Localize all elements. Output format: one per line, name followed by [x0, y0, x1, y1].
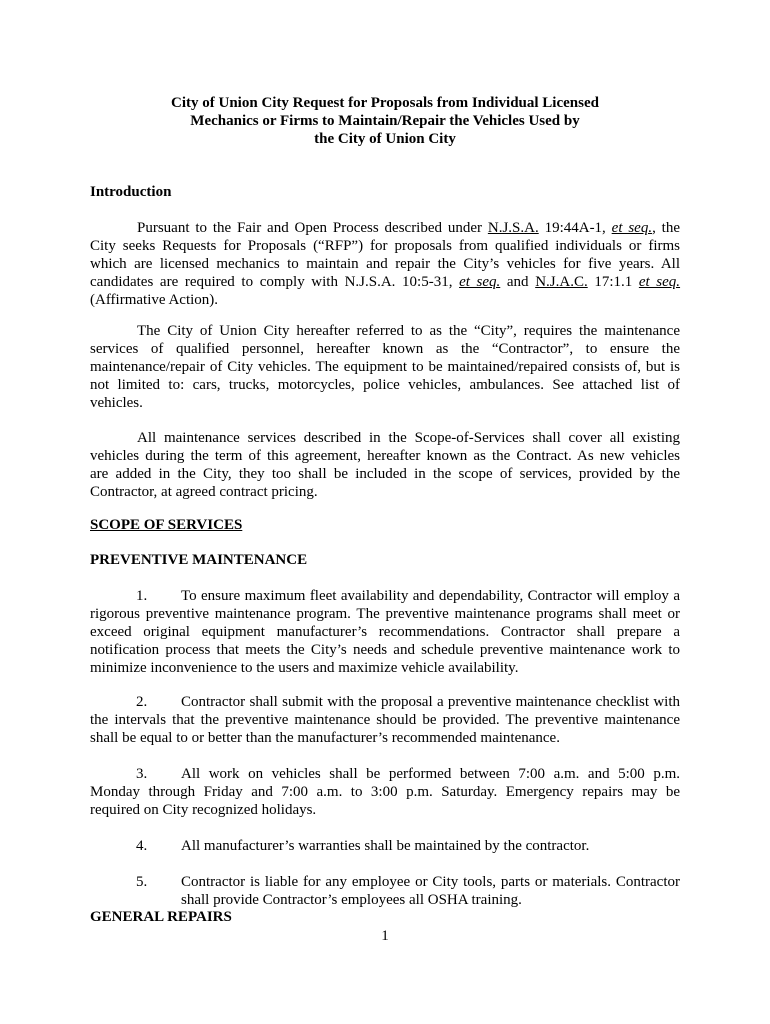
text-run: Contractor is liable for any employee or City tools, parts or materials. Contractor: [181, 874, 680, 890]
item-number: 1.: [136, 588, 148, 604]
text-line: are added in the City, they too shall be included in the scope of services, provided by the: [90, 466, 680, 482]
text-line: the intervals that the preventive maintenance should be provided. The preventive maintenance: [90, 712, 680, 728]
text-line: [90, 219, 680, 237]
text-line: [90, 273, 680, 291]
text-line: [90, 765, 680, 783]
title-line: City of Union City Request for Proposals from Individual Licensed: [171, 95, 599, 111]
text-line: vehicles.: [90, 395, 143, 411]
text-line: [90, 587, 680, 605]
text-line: [90, 837, 680, 855]
intro-paragraph-3: [90, 429, 680, 501]
text-run: To ensure maximum fleet availability and dependability, Contractor will employ a: [181, 588, 680, 604]
item-number: 2.: [136, 694, 148, 710]
text-line: rigorous preventive maintenance program. The preventive maintenance programs shall meet or: [90, 606, 680, 622]
text-line: maintenance/repair of City vehicles. The equipment to be maintained/repaired consists of, but is: [90, 359, 680, 375]
text-run: 19:44A-1,: [544, 220, 606, 236]
text-line: All maintenance services described in the Scope-of-Services shall cover all existing: [137, 430, 680, 446]
introduction-heading: Introduction: [90, 184, 172, 200]
text-run: Pursuant to the Fair and Open Process described under: [137, 220, 483, 236]
regulation-citation: N.J.A.C.: [535, 274, 588, 290]
text-run: 17:1.1: [594, 274, 633, 290]
scope-of-services-heading: SCOPE OF SERVICES: [90, 517, 243, 533]
preventive-item-4: [90, 837, 680, 855]
title-line: the City of Union City: [314, 131, 456, 147]
general-repairs-heading: GENERAL REPAIRS: [90, 909, 232, 925]
preventive-item-5: [90, 873, 680, 909]
text-run: , the: [652, 220, 680, 236]
item-number: 3.: [136, 766, 148, 782]
text-run: All manufacturer’s warranties shall be maintained by the contractor.: [181, 838, 590, 854]
preventive-maintenance-heading: PREVENTIVE MAINTENANCE: [90, 552, 308, 568]
text-run: Contractor shall submit with the proposal a preventive maintenance checklist with: [181, 694, 680, 710]
preventive-item-1: [90, 587, 680, 677]
text-line: City seeks Requests for Proposals (“RFP”) for proposals from qualified individuals or firms: [90, 238, 680, 254]
text-line: required on City recognized holidays.: [90, 802, 317, 818]
text-line: exceed original equipment manufacturer’s recommendations. Contractor shall prepare a: [90, 624, 680, 640]
intro-paragraph-2: [90, 322, 680, 412]
scope-of-services-section: [90, 516, 680, 534]
text-line: services of qualified personnel, hereafter known as the “Contractor”, to ensure the: [90, 341, 680, 357]
text-run: and: [506, 274, 529, 290]
text-line: minimize inconvenience to the users and maximize vehicle availability.: [90, 660, 519, 676]
statute-citation: N.J.S.A.: [487, 220, 539, 236]
text-line: Contractor, at agreed contract pricing.: [90, 484, 318, 500]
et-seq-citation: et seq.: [611, 220, 653, 236]
text-run: All work on vehicles shall be performed between 7:00 a.m. and 5:00 p.m.: [181, 766, 680, 782]
text-run: candidates are required to comply with N.J.S.A. 10:5-31,: [90, 274, 453, 290]
text-line: (Affirmative Action).: [90, 292, 219, 308]
text-line: which are licensed mechanics to maintain and repair the City’s vehicles for five years. All: [90, 256, 680, 272]
et-seq-citation: et seq.: [638, 274, 681, 290]
text-line: [90, 873, 680, 891]
text-line: shall be equal to or better than the manufacturer’s recommended maintenance.: [90, 730, 560, 746]
intro-paragraph-1: [90, 219, 680, 309]
et-seq-citation: et seq.: [459, 274, 501, 290]
preventive-item-2: [90, 693, 680, 747]
text-line: notification process that meets the City’s needs and schedule preventive maintenance work to: [90, 642, 680, 658]
page-number: 1: [381, 928, 389, 944]
preventive-item-3: [90, 765, 680, 819]
title-line: Mechanics or Firms to Maintain/Repair the Vehicles Used by: [190, 113, 580, 129]
text-line: not limited to: cars, trucks, motorcycles, police vehicles, ambulances. See attached list of: [90, 377, 680, 393]
text-line: Monday through Friday and 7:00 a.m. to 3:00 p.m. Saturday. Emergency repairs may be: [90, 784, 680, 800]
text-line: vehicles during the term of this agreement, hereafter known as the Contract. As new vehicles: [90, 448, 680, 464]
item-number: 5.: [136, 874, 148, 890]
text-line: [90, 693, 680, 711]
item-number: 4.: [136, 838, 148, 854]
text-line: The City of Union City hereafter referred to as the “City”, requires the maintenance: [137, 323, 680, 339]
document-title: [90, 94, 680, 148]
text-line: shall provide Contractor’s employees all OSHA training.: [181, 892, 522, 908]
